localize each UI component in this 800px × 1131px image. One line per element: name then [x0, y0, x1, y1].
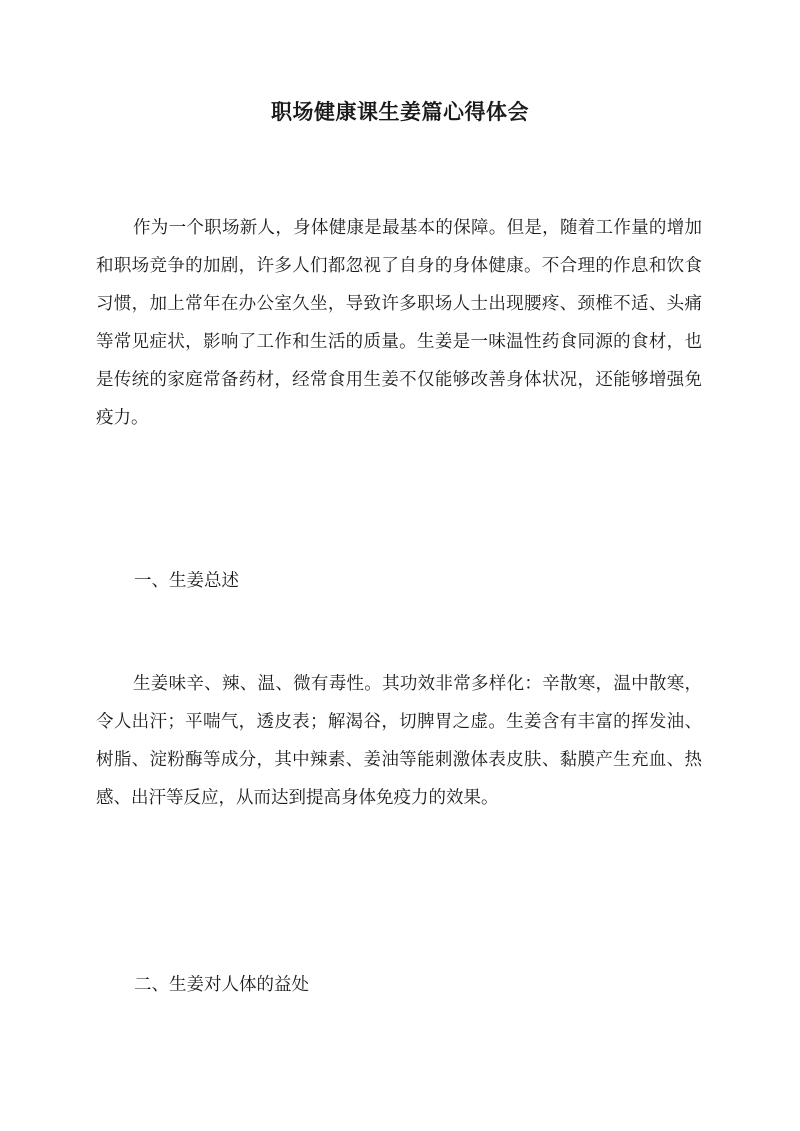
- intro-paragraph: 作为一个职场新人，身体健康是最基本的保障。但是，随着工作量的增加和职场竞争的加剧，许多人们都忽视了自身的身体健康。不合理的作息和饮食习惯，加上常年在办公室久坐，导致许多职场人士出现腰疼、颈椎不适、头痛等常见症状，影响了工作和生活的质量。生姜是一味温性药食同源的食材，也是传统的家庭常备药材，经常食用生姜不仅能够改善身体状况，还能够增强免疫力。: [96, 218, 702, 428]
- section-body-overview: 生姜味辛、辣、温、微有毒性。其功效非常多样化：辛散寒，温中散寒，令人出汗；平喘气，透皮表；解渴谷，切脾胃之虚。生姜含有丰富的挥发油、树脂、淀粉酶等成分，其中辣素、姜油等能刺激体表皮肤、黏膜产生充血、热感、出汗等反应，从而达到提高身体免疫力的效果。: [96, 674, 702, 808]
- section-heading-overview: 一、生姜总述: [134, 571, 239, 591]
- page-title: 职场健康课生姜篇心得体会: [271, 99, 529, 124]
- section-heading-benefits: 二、生姜对人体的益处: [134, 975, 309, 995]
